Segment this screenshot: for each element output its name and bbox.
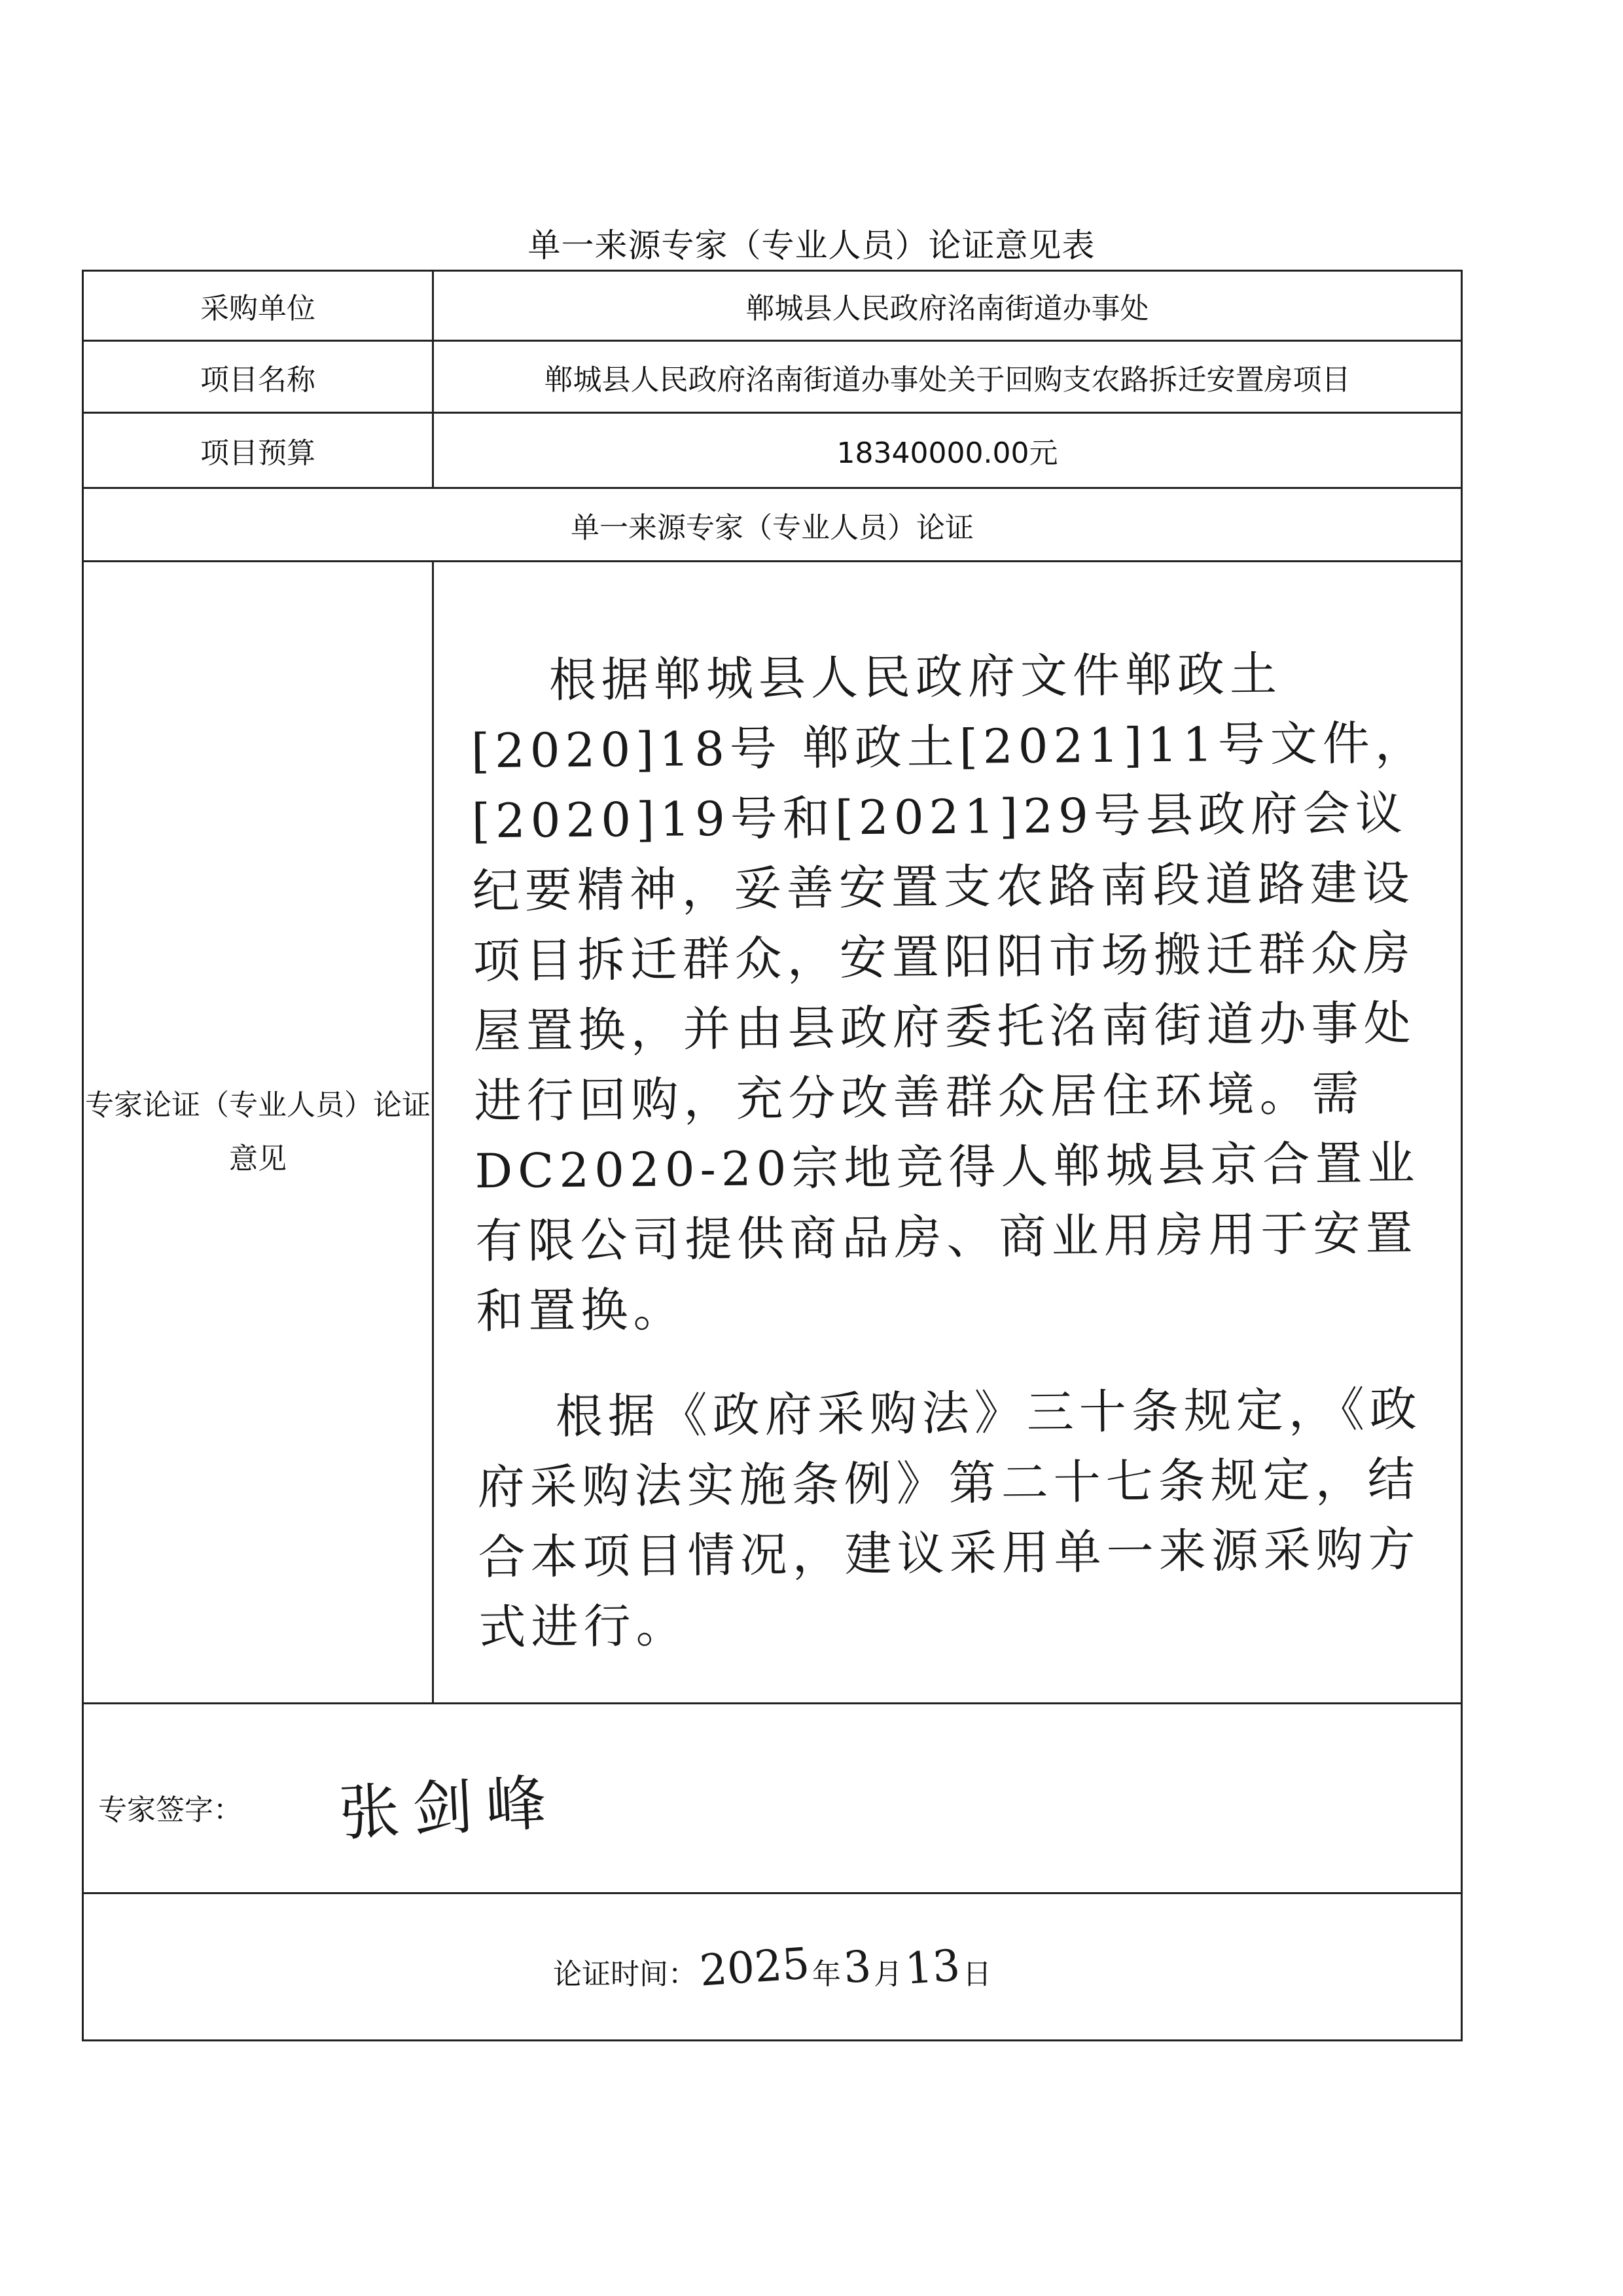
section-header: 单一来源专家（专业人员）论证 <box>83 488 1462 562</box>
opinion-paragraph-1: 根据郸城县人民政府文件郸政土[2020]18号 郸政土[2021]11号文件，[2020]19号和[2021]29号县政府会议纪要精神，妥善安置支农路南段道路建设项目拆迁群众，安置阳阳市场搬迁群众房屋置换，并由县政府委托洺南街道办事处进行回购，充分改善群众居住环境。需DC2020-20宗地竞得人郸城县京合置业有限公司提供商品房、商业用房用于安置和置换。 <box>471 646 1428 1339</box>
signature-label: 专家签字： <box>98 1793 242 1827</box>
page-title: 单一来源专家（专业人员）论证意见表 <box>527 226 1096 264</box>
date-year-unit: 年 <box>812 1957 841 1991</box>
handwritten-opinion <box>429 601 1465 1663</box>
purchaser-value: 郸城县人民政府洺南街道办事处 <box>433 271 1462 341</box>
project-name-label: 项目名称 <box>83 341 433 413</box>
opinion-label <box>83 562 433 1704</box>
date-month-unit: 月 <box>873 1957 902 1991</box>
date-line <box>553 1937 991 1996</box>
handwritten-signature: 张剑峰 <box>337 1767 561 1849</box>
purchaser-label: 采购单位 <box>83 271 433 341</box>
date-cell <box>83 1893 1462 2041</box>
table-row-budget <box>83 413 1462 488</box>
table-row-opinion <box>83 562 1462 1704</box>
opinion-body <box>433 562 1462 1704</box>
table-row-project-name <box>83 341 1462 413</box>
date-year: 2025 <box>698 1937 812 1996</box>
project-name-value: 郸城县人民政府洺南街道办事处关于回购支农路拆迁安置房项目 <box>433 341 1462 413</box>
opinion-paragraph-2: 根据《政府采购法》三十条规定，《政府采购法实施条例》第二十七条规定，结合本项目情况，建议采用单一来源采购方式进行。 <box>477 1381 1423 1655</box>
table-row-signature <box>83 1704 1462 1893</box>
opinion-label-text: 专家论证（专业人员）论证意见 <box>85 1088 431 1175</box>
opinion-form-table <box>82 270 1463 2041</box>
date-label: 论证时间： <box>553 1957 698 1991</box>
date-day: 13 <box>903 1939 962 1994</box>
budget-value: 18340000.00元 <box>433 413 1462 488</box>
date-day-unit: 日 <box>962 1957 991 1991</box>
budget-label: 项目预算 <box>83 413 433 488</box>
table-row-purchaser <box>83 271 1462 341</box>
date-month: 3 <box>842 1941 873 1993</box>
table-row-section-header <box>83 488 1462 562</box>
signature-cell <box>83 1704 1462 1893</box>
table-row-date <box>83 1893 1462 2041</box>
